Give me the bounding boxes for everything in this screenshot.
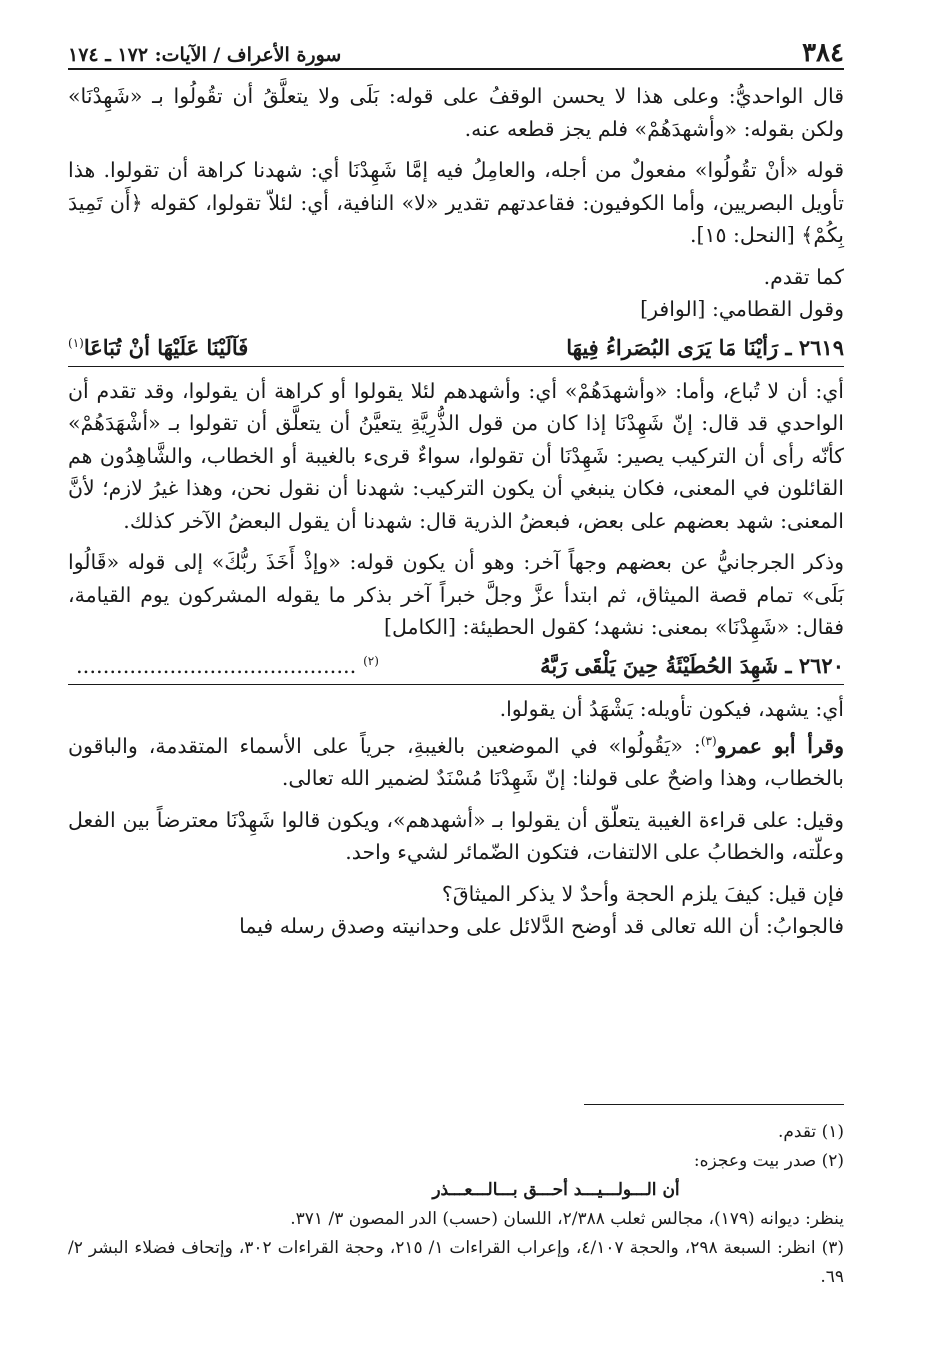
paragraph: أي: يشهد، فيكون تأويله: يَشْهَدُ أن يقولوا. — [499, 696, 844, 721]
footnote: (٢) صدر بيت وعجزه: — [693, 1151, 844, 1171]
paragraph: وقول القطامي: [الوافر] — [640, 297, 844, 321]
running-title: سورة الأعراف / الآيات: ١٧٢ ـ ١٧٤ — [68, 44, 342, 66]
verse-first-half — [566, 331, 844, 365]
paragraph: فإن قيل: كيفَ يلزم الحجة وأحدٌ لا يذكر الميثاقَ؟ — [441, 881, 844, 906]
footnote: (٣) انظر: السبعة ٢٩٨، والحجة ٤/١٠٧، وإعراب القراءات ١/ ٢١٥، وحجة القراءات ٣٠٢، وإتحاف فضلاء البشر ٢/ ٦٩. — [68, 1238, 844, 1287]
verse-omission-dots: $^{(٢)}$ .......................................... — [76, 653, 379, 678]
paragraph: وقيل: على قراءة الغيبة يتعلّق أن يقولوا بـ «أشهدهم»، ويكون قالوا شَهِدْنَا معترضاً بين الفعل وعلّته، والخطابُ على الالتفات، فتكون الضّمائر لشيء واحد. — [68, 807, 844, 865]
paragraph: كما تقدم. — [763, 264, 844, 289]
paragraph: قوله «أنْ تقُولُوا» مفعولٌ من أجله، والعامِلُ فيه إمَّا شَهِدْنَا أي: شهدنا كراهة أن تقولوا. هذا تأويل البصريين، وأما الكوفيون: فقاعدتهم تقدير «لا» النافية، أي: لئلاّ تقولوا، كقوله ﴿أَن تَمِيدَ بِكُمْ﴾ [النحل: ١٥]. — [68, 158, 844, 247]
verse-number: ٢٦١٩ ـ — [785, 334, 844, 360]
running-header — [68, 30, 844, 70]
footnote-verse: أن الـــولـــيـــد أحـــق بـــالـــعـــذر — [432, 1180, 680, 1200]
footnote-ref: (٣) — [700, 734, 717, 748]
verse-second-half — [68, 326, 248, 365]
poetry-verse-2620 — [68, 644, 844, 685]
footnotes — [68, 1118, 844, 1292]
footnote-divider — [584, 1104, 844, 1105]
verse-hemistich: رَأيْنَا مَا يَرَى البُصَراءُ فِيهَا — [566, 334, 779, 360]
verse-number: ٢٦٢٠ ـ — [785, 652, 844, 678]
footnote-ref: (٢) — [363, 653, 379, 668]
paragraph: أي: أن لا تُباع، وأما: «وأشهدَهُمْ» أي: وأشهدهم لئلا يقولوا أو كراهة أن يقولوا، وقد تقدم أن الواحدي قد قال: إنّ شَهِدْنَا إذا كان من قول الذُّرِيَّةِ يتعيَّنُ أن يتعلَّق أن تقولوا بـ «أشْهَدَهُمْ» كأنّه رأى أن التركيب يصير: شَهِدْنَا أن تقولوا، سواءٌ قرىء بالغيبة أو الخطاب، والشَّاهِدُون هم القائلون في المعنى، فكان ينبغي أن يكون التركيب: شهدنا أن نقول نحن، وهذا غيرُ لازم؛ لأنَّ المعنى: شهد بعضهم على بعض، فبعضُ الذرية قال: شهدنا أن يقول البعضُ الآخر كذلك. — [68, 378, 844, 533]
reader-name: وقرأ أبو عمرو — [716, 733, 844, 758]
footnote-source: ينظر: ديوانه (١٧٩)، مجالس ثعلب ٢/٣٨٨، اللسان (حسب) الدر المصون ٣/ ٣٧١. — [290, 1209, 844, 1229]
poetry-verse-2619 — [68, 326, 844, 367]
verse-hemistich: فَآلَيْنَا عَلَيْهَا أنْ تُبَاعَا — [83, 334, 249, 360]
verse-first-half — [540, 649, 844, 683]
paragraph: قال الواحديُّ: وعلى هذا لا يحسن الوقفُ على قوله: بَلَى ولا يتعلَّقُ أن تقُولُوا بـ «شَهِدْنَا» ولكن بقوله: «وأشهدَهُمْ» فلم يجز قطعه عنه. — [68, 84, 844, 141]
page — [68, 30, 844, 952]
paragraph: فالجوابُ: أن الله تعالى قد أوضح الدَّلائل على وحدانيته وصدق رسله فيما — [239, 914, 844, 939]
page-number: ٣٨٤ — [802, 38, 844, 68]
paragraph: وقرأ أبو عمرو$^{(٣)}$: «يَقُولُوا» في الموضعين بالغيبةِ، جرياً على الأسماء المتقدمة، والباقون بالخطاب، وهذا واضحٌ على قولنا: إنّ شَهِدْنَا مُسْنَدٌ لضمير الله تعالى. — [68, 733, 844, 791]
main-text — [68, 80, 844, 943]
footnote-ref: (١) — [68, 335, 84, 350]
verse-hemistich: شَهِدَ الحُطَيْئَةُ حِينَ يَلْقَى رَبَّهُ — [540, 652, 779, 678]
paragraph: وذكر الجرجانيُّ عن بعضهم وجهاً آخر: وهو أن يكون قوله: «وإذْ أَخَذَ ربُّكَ» إلى قوله «قَالُوا بَلَى» تمام قصة الميثاق، ثم ابتدأ عزَّ وجلَّ خبراً آخر بذكر ما يقوله المشركون يوم القيامة، فقال: «شَهِدْنَا» بمعنى: نشهد؛ كقول الحطيئة: [الكامل] — [68, 550, 844, 639]
footnote: (١) تقدم. — [777, 1122, 844, 1142]
